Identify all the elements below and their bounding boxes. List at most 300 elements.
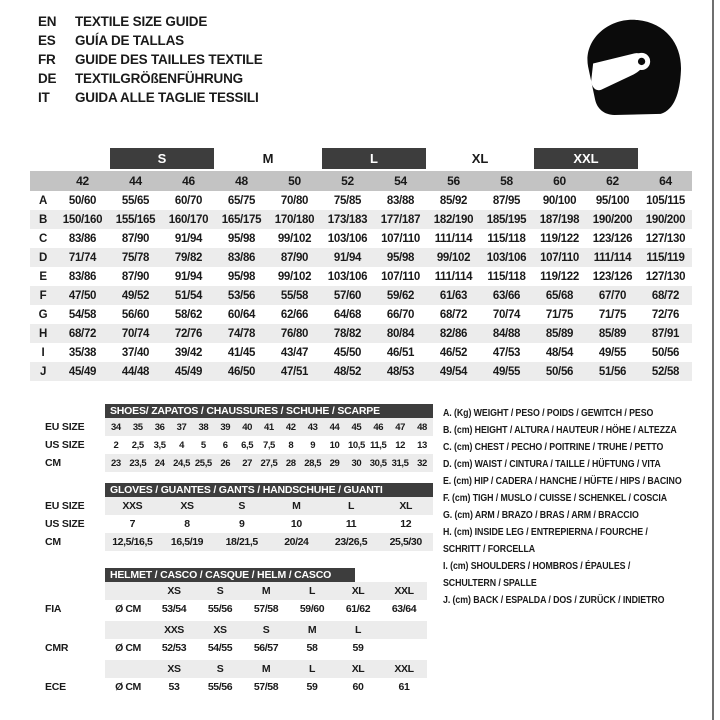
legend-line: [443, 505, 705, 522]
measure-cell: 47/50: [68, 289, 97, 302]
size-cell: L: [308, 663, 315, 675]
measure-cell: 48/53: [386, 365, 415, 378]
size-cell: 37: [176, 421, 187, 433]
measure-cell: 111/114: [593, 251, 632, 264]
measure-cell: 49/55: [598, 346, 627, 359]
size-cell: 12: [400, 518, 412, 530]
size-cell: 25,5: [194, 457, 212, 469]
size-cell: 59: [352, 642, 364, 654]
measure-cell: 75/85: [333, 194, 362, 207]
language-title-list: [38, 12, 263, 107]
legend-text: F. (cm) TIGH / MUSLO / CUISSE / SCHENKEL / COSCIA: [443, 492, 668, 504]
size-cell: 40: [242, 421, 252, 433]
size-cell: 58: [306, 642, 318, 654]
measure-row-label: D: [38, 251, 47, 264]
measure-cell: 123/126: [592, 270, 633, 283]
measure-cell: 115/118: [487, 232, 526, 245]
helmet-size-row: [30, 582, 436, 600]
measure-cell: 67/70: [598, 289, 627, 302]
textile-size-table: [30, 146, 692, 381]
legend-line: [443, 454, 705, 471]
language-code: FR: [38, 52, 56, 67]
row-cells: [105, 436, 433, 454]
measure-row-label: G: [38, 308, 48, 321]
measure-cell: 68/72: [651, 289, 680, 302]
size-cell: 55/56: [207, 603, 233, 615]
measure-cell: 85/92: [439, 194, 468, 207]
measure-cell: 99/102: [436, 251, 471, 264]
numeric-size-cell: 56: [447, 174, 460, 188]
size-cell: 7,5: [262, 439, 275, 451]
legend-line: [443, 420, 705, 437]
legend-text: A. (Kg) WEIGHT / PESO / POIDS / GEWITCH / PESO: [443, 407, 654, 419]
measure-cell: 91/94: [174, 270, 203, 283]
measure-cell: 165/175: [221, 213, 262, 226]
measure-cell: 39/42: [174, 346, 203, 359]
numeric-size-cell: 46: [182, 174, 195, 188]
row-cells: [105, 600, 427, 618]
size-cell: 27: [242, 457, 252, 469]
language-title-text: GUIDA ALLE TAGLIE TESSILI: [75, 90, 259, 105]
standard-label: FIA: [45, 603, 62, 615]
size-cell: 23,5: [129, 457, 147, 469]
measure-row: [30, 191, 692, 210]
size-group-label: M: [262, 151, 274, 166]
measure-cell: 119/122: [540, 232, 579, 245]
right-edge-line: [712, 0, 714, 720]
measure-cell: 127/130: [645, 232, 686, 245]
size-cell: 20/24: [284, 536, 309, 548]
numeric-size-cell: 60: [553, 174, 566, 188]
numeric-size-cell: 42: [76, 174, 89, 188]
language-title-text: TEXTILGRÖßENFÜHRUNG: [75, 71, 243, 86]
language-row: [38, 88, 263, 107]
measure-cell: 61/63: [439, 289, 468, 302]
helmet-value-row: [30, 639, 436, 657]
size-cell: XXS: [122, 500, 143, 512]
size-cell: 6: [222, 439, 228, 451]
size-cell: M: [292, 500, 301, 512]
shoes-section-title: SHOES/ ZAPATOS / CHAUSSURES / SCHUHE / SCARPE: [105, 404, 433, 418]
measure-cell: 87/90: [121, 270, 150, 283]
measure-row-label: F: [39, 289, 47, 302]
measure-cell: 87/95: [492, 194, 521, 207]
measure-cell: 79/82: [174, 251, 203, 264]
measure-row: [30, 362, 692, 381]
measure-cell: 47/51: [280, 365, 309, 378]
size-cell: 61/62: [345, 603, 371, 615]
measure-cell: 103/106: [327, 270, 368, 283]
measure-cell: 60/70: [174, 194, 203, 207]
measure-cell: 103/106: [327, 232, 368, 245]
measure-row-label: I: [41, 346, 45, 359]
size-cell: 46: [373, 421, 384, 433]
size-cell: 16,5/19: [170, 536, 204, 548]
measure-cell: 45/49: [174, 365, 203, 378]
diameter-label-cell: Ø CM: [115, 603, 141, 615]
measure-cell: 127/130: [645, 270, 686, 283]
size-cell: 52/53: [161, 642, 187, 654]
legend-text: SCHRITT / FORCELLA: [443, 543, 536, 555]
diameter-label-cell: Ø CM: [115, 642, 141, 654]
language-code: EN: [38, 14, 57, 29]
measure-cell: 50/56: [545, 365, 574, 378]
measure-cell: 52/58: [651, 365, 680, 378]
measure-cell: 45/49: [68, 365, 97, 378]
row-cells: [105, 582, 427, 600]
size-cell: 57/58: [253, 681, 279, 693]
shoes-rows: [30, 418, 436, 472]
measure-cell: 49/54: [439, 365, 468, 378]
size-cell: 29: [329, 457, 340, 469]
numeric-size-cell: 52: [341, 174, 354, 188]
measure-cell: 115/118: [487, 270, 526, 283]
helmet-icon: [580, 16, 686, 120]
size-table-row: [30, 418, 436, 436]
bottom-tables: [30, 404, 436, 699]
helmet-standard-group: [30, 582, 436, 618]
legend-line: [443, 522, 705, 539]
legend-line: [443, 573, 705, 590]
size-group-label: S: [110, 148, 214, 169]
measure-cell: 35/38: [68, 346, 97, 359]
measure-cell: 99/102: [277, 270, 312, 283]
size-cell: L: [308, 585, 315, 597]
measure-cell: 68/72: [439, 308, 468, 321]
size-cell: 9: [310, 439, 316, 451]
legend-text: J. (cm) BACK / ESPALDA / DOS / ZURÜCK / INDIETRO: [443, 594, 665, 606]
legend-line: [443, 590, 705, 607]
measure-row-label: A: [38, 194, 47, 207]
size-group-cell: [215, 146, 321, 171]
size-group-cell: [321, 146, 427, 171]
size-table-row: [30, 497, 436, 515]
size-cell: 47: [395, 421, 405, 433]
size-cell: XXS: [164, 624, 184, 636]
measure-cell: 190/200: [645, 213, 686, 226]
size-cell: 7: [129, 518, 136, 530]
measure-cell: 105/115: [646, 194, 685, 207]
helmet-value-row: [30, 678, 436, 696]
size-cell: 54/55: [207, 642, 233, 654]
measure-cell: 111/114: [434, 270, 473, 283]
legend-line: [443, 437, 705, 454]
size-cell: 44: [329, 421, 340, 433]
measure-cell: 49/52: [121, 289, 150, 302]
numeric-size-cell: 48: [235, 174, 248, 188]
size-cell: M: [261, 663, 271, 675]
row-cells: [105, 497, 433, 515]
measure-cell: 48/54: [545, 346, 574, 359]
measure-cell: 71/74: [68, 251, 97, 264]
legend-line: [443, 539, 705, 556]
measure-cell: 74/78: [227, 327, 256, 340]
gloves-section-title: GLOVES / GUANTES / GANTS / HANDSCHUHE / GUANTI: [105, 483, 433, 497]
row-cells: [105, 418, 433, 436]
size-cell: XL: [399, 500, 412, 512]
size-table-row: [30, 436, 436, 454]
size-cell: 45: [351, 421, 362, 433]
gloves-size-section: [30, 483, 436, 551]
size-cell: 28: [285, 457, 296, 469]
measure-cell: 87/90: [121, 232, 150, 245]
size-cell: 55/56: [207, 681, 233, 693]
size-cell: 60: [352, 681, 364, 693]
size-cell: 4: [179, 439, 184, 451]
size-cell: 2,5: [131, 439, 144, 451]
measure-cell: 160/170: [168, 213, 209, 226]
textile-size-table-body: [30, 146, 692, 381]
legend-text: E. (cm) HIP / CADERA / HANCHE / HÜFTE / HIPS / BACINO: [443, 475, 682, 487]
legend-line: [443, 403, 705, 420]
row-label: US SIZE: [45, 518, 85, 530]
gloves-rows: [30, 497, 436, 551]
language-title-text: TEXTILE SIZE GUIDE: [75, 14, 208, 29]
size-cell: XS: [167, 663, 181, 675]
legend-text: B. (cm) HEIGHT / ALTURA / HAUTEUR / HÖHE / ALTEZZA: [443, 424, 677, 436]
size-group-cell: [533, 146, 639, 171]
size-cell: S: [238, 500, 245, 512]
legend-line: [443, 488, 705, 505]
size-group-label: L: [322, 148, 426, 169]
size-table-row: [30, 533, 436, 551]
numeric-size-cell: 54: [394, 174, 407, 188]
legend-text: C. (cm) CHEST / PECHO / POITRINE / TRUHE / PETTO: [443, 441, 664, 453]
language-row: [38, 69, 263, 88]
measure-cell: 46/51: [386, 346, 415, 359]
measure-cell: 37/40: [121, 346, 150, 359]
size-cell: M: [261, 585, 271, 597]
size-cell: 6,5: [241, 439, 254, 451]
size-cell: 32: [417, 457, 427, 469]
measure-cell: 41/45: [227, 346, 256, 359]
measure-row: [30, 248, 692, 267]
helmet-size-row: [30, 660, 436, 678]
legend-text: I. (cm) SHOULDERS / HOMBROS / ÉPAULES /: [443, 560, 631, 572]
measure-cell: 59/62: [386, 289, 415, 302]
helmet-standard-group: [30, 621, 436, 657]
measure-cell: 115/119: [646, 251, 685, 264]
size-cell: XL: [351, 585, 365, 597]
measure-cell: 155/165: [115, 213, 156, 226]
size-cell: 2: [113, 439, 119, 451]
measure-cell: 95/98: [227, 270, 256, 283]
size-group-cell: [109, 146, 215, 171]
measure-row-label: E: [39, 270, 47, 283]
size-cell: 43: [307, 421, 318, 433]
measure-cell: 71/75: [598, 308, 627, 321]
row-cells: [105, 533, 433, 551]
row-label: US SIZE: [45, 439, 85, 451]
measure-cell: 50/60: [68, 194, 97, 207]
row-label: CM: [45, 536, 61, 548]
measure-cell: 80/84: [386, 327, 415, 340]
measure-cell: 83/86: [68, 270, 97, 283]
measure-cell: 58/62: [174, 308, 203, 321]
measure-cell: 190/200: [592, 213, 633, 226]
measure-cell: 83/86: [68, 232, 97, 245]
size-cell: 26: [220, 457, 231, 469]
size-cell: 10: [290, 518, 302, 530]
numeric-size-cell: 58: [500, 174, 513, 188]
size-table-row: [30, 515, 436, 533]
measure-cell: 60/64: [227, 308, 256, 321]
numeric-size-row: [30, 171, 692, 191]
size-cell: M: [307, 624, 317, 636]
measure-cell: 107/110: [381, 232, 420, 245]
measure-cell: 55/58: [280, 289, 309, 302]
measure-row-label: J: [39, 365, 47, 378]
size-cell: 24,5: [173, 457, 190, 469]
measure-cell: 150/160: [62, 213, 103, 226]
size-cell: 57/58: [253, 603, 279, 615]
language-row: [38, 12, 263, 31]
measure-cell: 55/65: [121, 194, 150, 207]
size-cell: 8: [288, 439, 294, 451]
size-cell: 35: [132, 421, 143, 433]
size-group-row: [30, 146, 692, 171]
helmet-rows: [30, 582, 436, 696]
measure-cell: 65/68: [545, 289, 574, 302]
measure-cell: 64/68: [333, 308, 362, 321]
measure-cell: 57/60: [333, 289, 362, 302]
size-cell: 59/60: [299, 603, 325, 615]
size-group-label: XXL: [534, 148, 638, 169]
legend-text: SCHULTERN / SPALLE: [443, 577, 537, 589]
row-cells: [105, 621, 427, 639]
size-cell: 36: [154, 421, 165, 433]
size-cell: 18/21,5: [225, 536, 258, 548]
measure-cell: 70/74: [492, 308, 521, 321]
measure-cell: 99/102: [277, 232, 312, 245]
standard-label: ECE: [45, 681, 66, 693]
size-group-cell: [30, 146, 109, 171]
measure-cell: 84/88: [492, 327, 521, 340]
size-cell: 42: [285, 421, 296, 433]
measure-cell: 72/76: [651, 308, 680, 321]
measure-cell: 62/66: [280, 308, 309, 321]
size-cell: 25,5/30: [389, 536, 422, 548]
standard-label: CMR: [45, 642, 69, 654]
size-cell: 31,5: [391, 457, 409, 469]
size-cell: XS: [167, 585, 181, 597]
measure-cell: 51/54: [174, 289, 203, 302]
measure-row: [30, 229, 692, 248]
row-cells: [105, 678, 427, 696]
size-cell: 56/57: [253, 642, 279, 654]
size-cell: 53/54: [161, 603, 187, 615]
size-cell: 30: [351, 457, 362, 469]
measure-cell: 44/48: [121, 365, 150, 378]
measure-cell: 75/78: [121, 251, 150, 264]
measure-cell: 91/94: [333, 251, 362, 264]
measure-cell: 111/114: [434, 232, 473, 245]
legend-line: [443, 471, 705, 488]
size-cell: 10,5: [347, 439, 365, 451]
measure-cell: 72/76: [174, 327, 203, 340]
measure-cell: 46/50: [227, 365, 256, 378]
size-cell: 24: [154, 457, 165, 469]
measure-row: [30, 324, 692, 343]
legend-text: G. (cm) ARM / BRAZO / BRAS / ARM / BRACCIO: [443, 509, 639, 521]
shoes-size-section: [30, 404, 436, 472]
numeric-size-cell: 62: [606, 174, 619, 188]
measure-row: [30, 343, 692, 362]
size-cell: 9: [238, 518, 245, 530]
size-cell: 41: [264, 421, 274, 433]
row-label: EU SIZE: [45, 500, 85, 512]
measure-cell: 85/89: [598, 327, 627, 340]
size-cell: 5: [200, 439, 206, 451]
measure-cell: 95/98: [227, 232, 256, 245]
measure-row: [30, 267, 692, 286]
measure-cell: 78/82: [333, 327, 362, 340]
measure-cell: 46/52: [439, 346, 468, 359]
measure-cell: 95/100: [595, 194, 630, 207]
measure-cell: 185/195: [486, 213, 527, 226]
measure-cell: 90/100: [542, 194, 577, 207]
language-title-text: GUÍA DE TALLAS: [75, 33, 184, 48]
measure-cell: 45/50: [333, 346, 362, 359]
size-cell: 28,5: [304, 457, 322, 469]
measure-cell: 83/88: [386, 194, 415, 207]
size-cell: 39: [220, 421, 231, 433]
row-cells: [105, 515, 433, 533]
measure-cell: 70/80: [280, 194, 309, 207]
measure-cell: 123/126: [592, 232, 633, 245]
numeric-size-cell: 64: [659, 174, 672, 188]
legend-text: D. (cm) WAIST / CINTURA / TAILLE / HÜFTUNG / VITA: [443, 458, 661, 470]
helmet-size-section: [30, 568, 436, 696]
language-code: DE: [38, 71, 57, 86]
measure-cell: 83/86: [227, 251, 256, 264]
diameter-label-cell: Ø CM: [115, 681, 141, 693]
helmet-section-title: HELMET / CASCO / CASQUE / HELM / CASCO: [105, 568, 355, 582]
helmet-size-row: [30, 621, 436, 639]
size-group-cell: [639, 146, 692, 171]
measure-cell: 107/110: [381, 270, 420, 283]
size-cell: 53: [168, 681, 180, 693]
row-cells: [105, 639, 427, 657]
size-table-row: [30, 454, 436, 472]
language-title-text: GUIDE DES TAILLES TEXTILE: [75, 52, 263, 67]
measurement-legend: [443, 403, 705, 607]
measure-cell: 177/187: [380, 213, 421, 226]
size-group-label: XL: [471, 151, 489, 166]
language-row: [38, 50, 263, 69]
size-cell: 11: [345, 518, 357, 530]
size-cell: 12,5/16,5: [112, 536, 153, 548]
numeric-size-cell: 50: [288, 174, 301, 188]
language-row: [38, 31, 263, 50]
row-label: EU SIZE: [45, 421, 85, 433]
size-cell: 63/64: [391, 603, 417, 615]
measure-cell: 43/47: [280, 346, 309, 359]
size-cell: 13: [417, 439, 427, 451]
size-cell: S: [262, 624, 270, 636]
measure-cell: 70/74: [121, 327, 150, 340]
size-cell: 3,5: [153, 439, 166, 451]
measure-cell: 107/110: [540, 251, 579, 264]
measure-cell: 48/52: [333, 365, 362, 378]
size-cell: XL: [351, 663, 365, 675]
numeric-size-cell: 44: [129, 174, 142, 188]
size-cell: L: [354, 624, 361, 636]
size-cell: XXL: [394, 585, 414, 597]
measure-row-label: C: [38, 232, 47, 245]
size-group-cell: [427, 146, 533, 171]
size-cell: XXL: [394, 663, 414, 675]
